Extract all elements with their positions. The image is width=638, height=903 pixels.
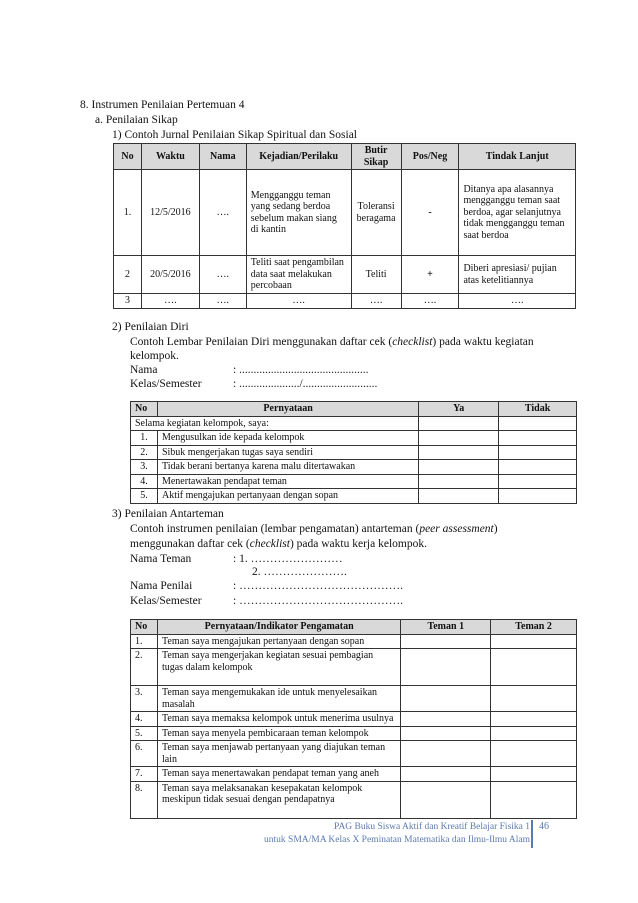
- cell-tindak-lanjut: Ditanya apa alasannya mengganggu teman saat berdoa, agar selanjutnya tidak mengganggu teman saat berdoa: [459, 170, 576, 256]
- table-row: 4. Teman saya memaksa kelompok untuk menerima usulnya: [131, 712, 577, 727]
- col-header-tindak-lanjut: Tindak Lanjut: [459, 144, 576, 170]
- col-header-indikator: Pernyataan/Indikator Pengamatan: [157, 620, 400, 635]
- col-header-tidak: Tidak: [499, 402, 577, 417]
- cell-waktu: ….: [141, 294, 199, 309]
- checkbox-teman-1[interactable]: [401, 781, 491, 818]
- cell-tindak-lanjut: ….: [459, 294, 576, 309]
- checkbox-tidak[interactable]: [499, 445, 577, 460]
- cell-waktu: 12/5/2016: [141, 170, 199, 256]
- kelas-semester-field: : …………………………………….: [233, 595, 403, 607]
- section-2-description: Contoh Lembar Penilaian Diri menggunakan daftar cek (checklist) pada waktu kegiatan: [130, 336, 534, 348]
- checkbox-teman-2[interactable]: [491, 712, 577, 727]
- cell-waktu: 20/5/2016: [141, 256, 199, 294]
- checkbox-teman-1[interactable]: [401, 686, 491, 712]
- col-header-no: No: [131, 620, 158, 635]
- kelas-field: : ...................../..........................: [233, 378, 378, 390]
- nama-label: Nama: [130, 364, 158, 376]
- checkbox-teman-2[interactable]: [491, 726, 577, 741]
- cell-nama: ….: [199, 294, 246, 309]
- checkbox-ya[interactable]: [419, 460, 499, 475]
- cell-butir-sikap: ….: [351, 294, 401, 309]
- table-intro: Selama kegiatan kelompok, saya:: [131, 416, 419, 431]
- col-header-ya: Ya: [419, 402, 499, 417]
- table-row: [114, 170, 576, 256]
- cell-butir-sikap: Teliti: [351, 256, 401, 294]
- section-3-title: 3) Penilaian Antarteman: [112, 508, 224, 520]
- cell-no: 1.: [114, 170, 142, 256]
- subsection-1-title: 1) Contoh Jurnal Penilaian Sikap Spiritual dan Sosial: [112, 129, 357, 141]
- checkbox-teman-1[interactable]: [401, 767, 491, 782]
- col-header-kejadian: Kejadian/Perilaku: [246, 144, 351, 170]
- page-footer: [264, 821, 530, 847]
- checkbox-tidak[interactable]: [499, 460, 577, 475]
- checkbox-tidak[interactable]: [499, 431, 577, 446]
- table-row: 5. Teman saya menyela pembicaraan teman kelompok: [131, 726, 577, 741]
- checkbox-teman-1[interactable]: [401, 741, 491, 767]
- kelas-semester-label: Kelas/Semester: [130, 595, 202, 607]
- table-row: 3. Tidak berani bertanya karena malu ditertawakan: [131, 460, 577, 475]
- checkbox-teman-1[interactable]: [401, 634, 491, 649]
- cell-pos-neg: +: [401, 256, 459, 294]
- table-row: 2. Sibuk mengerjakan tugas saya sendiri: [131, 445, 577, 460]
- nama-penilai-field: : …………………………………….: [233, 580, 403, 592]
- col-header-pos-neg: Pos/Neg: [401, 144, 459, 170]
- journal-table: [113, 143, 576, 309]
- table-row: 1. Mengusulkan ide kepada kelompok: [131, 431, 577, 446]
- nama-penilai-label: Nama Penilai: [130, 580, 193, 592]
- peer-assessment-table: [130, 619, 577, 819]
- checkbox-teman-2[interactable]: [491, 767, 577, 782]
- table-row: 5. Aktif mengajukan pertanyaan dengan sopan: [131, 489, 577, 504]
- checkbox-teman-2[interactable]: [491, 686, 577, 712]
- col-header-pernyataan: Pernyataan: [157, 402, 418, 417]
- subsection-a: a. Penilaian Sikap: [95, 114, 178, 126]
- col-header-waktu: Waktu: [141, 144, 199, 170]
- col-header-no: No: [114, 144, 142, 170]
- table-row: 2. Teman saya mengerjakan kegiatan sesuai pembagian tugas dalam kelompok: [131, 649, 577, 686]
- nama-teman-label: Nama Teman: [130, 553, 192, 565]
- cell-butir-sikap: Toleransi beragama: [351, 170, 401, 256]
- checkbox-tidak[interactable]: [499, 474, 577, 489]
- checkbox-teman-1[interactable]: [401, 712, 491, 727]
- section-heading: 8. Instrumen Penilaian Pertemuan 4: [80, 99, 245, 111]
- checkbox-teman-2[interactable]: [491, 634, 577, 649]
- cell-no: 2: [114, 256, 142, 294]
- cell-pos-neg: -: [401, 170, 459, 256]
- checkbox-ya[interactable]: [419, 431, 499, 446]
- checkbox-teman-1[interactable]: [401, 726, 491, 741]
- section-3-description-line2: menggunakan daftar cek (checklist) pada waktu kerja kelompok.: [130, 538, 427, 550]
- table-row: 7. Teman saya menertawakan pendapat teman yang aneh: [131, 767, 577, 782]
- table-row: 6. Teman saya menjawab pertanyaan yang diajukan teman lain: [131, 741, 577, 767]
- col-header-teman-1: Teman 1: [401, 620, 491, 635]
- table-row: 4. Menertawakan pendapat teman: [131, 474, 577, 489]
- cell-pos-neg: ….: [401, 294, 459, 309]
- cell-tindak-lanjut: Diberi apresiasi/ pujian atas ketelitiannya: [459, 256, 576, 294]
- cell-no: 3: [114, 294, 142, 309]
- section-3-description: Contoh instrumen penilaian (lembar pengamatan) antarteman (peer assessment): [130, 523, 498, 535]
- table-row: [114, 294, 576, 309]
- footer-book-subtitle: untuk SMA/MA Kelas X Peminatan Matematika dan Ilmu-Ilmu Alam: [264, 835, 530, 845]
- checkbox-tidak[interactable]: [499, 489, 577, 504]
- table-row: 8. Teman saya melaksanakan kesepakatan kelompok meskipun tidak sesuai dengan pendapatnya: [131, 781, 577, 818]
- checkbox-ya[interactable]: [419, 489, 499, 504]
- cell-nama: ….: [199, 256, 246, 294]
- table-row: 3. Teman saya mengemukakan ide untuk menyelesaikan masalah: [131, 686, 577, 712]
- nama-teman-field-1: : 1. ……………………: [233, 553, 343, 565]
- cell-kejadian: ….: [246, 294, 351, 309]
- checkbox-ya[interactable]: [419, 445, 499, 460]
- kelas-label: Kelas/Semester: [130, 378, 202, 390]
- nama-field: : .............................................: [233, 364, 369, 376]
- self-assessment-table: [130, 401, 577, 504]
- cell-kejadian: Mengganggu teman yang sedang berdoa sebelum makan siang di kantin: [246, 170, 351, 256]
- footer-divider: [531, 820, 533, 848]
- page-number: 46: [539, 821, 549, 832]
- checkbox-teman-2[interactable]: [491, 781, 577, 818]
- checkbox-teman-2[interactable]: [491, 649, 577, 686]
- footer-book-title: PAG Buku Siswa Aktif dan Kreatif Belajar Fisika 1: [334, 822, 530, 832]
- col-header-butir-sikap: Butir Sikap: [351, 144, 401, 170]
- cell-kejadian: Teliti saat pengambilan data saat melakukan percobaan: [246, 256, 351, 294]
- nama-teman-field-2: 2. ………………….: [252, 566, 347, 578]
- col-header-teman-2: Teman 2: [491, 620, 577, 635]
- section-2-description-line2: kelompok.: [130, 350, 179, 362]
- section-2-title: 2) Penilaian Diri: [112, 321, 189, 333]
- checkbox-ya[interactable]: [419, 474, 499, 489]
- cell-nama: ….: [199, 170, 246, 256]
- checkbox-teman-1[interactable]: [401, 649, 491, 686]
- col-header-no: No: [131, 402, 158, 417]
- table-row: [114, 256, 576, 294]
- col-header-nama: Nama: [199, 144, 246, 170]
- checkbox-teman-2[interactable]: [491, 741, 577, 767]
- table-row: 1. Teman saya mengajukan pertanyaan dengan sopan: [131, 634, 577, 649]
